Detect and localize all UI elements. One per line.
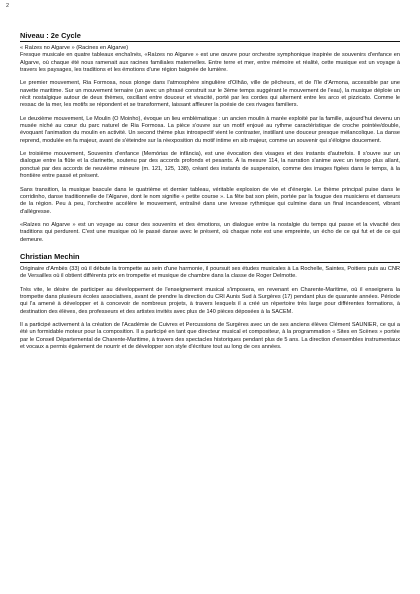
paragraph: Sans transition, la musique bascule dans le quatrième et dernier tableau, véritable explosion de vie et d'énergie. Le thème principal puise dans le corridinho, danse traditionnelle de l'Algarve, dont le nom signifie « petite course ». La fête bat son plein, portée par la fougue des musiciens et danseurs de la région. Peu à peu, l'orchestre accélère le mouvement, entraîné dans une ivresse rythmique qui culmine dans un final incandescent, vibrant d'allégresse. <box>20 186 400 215</box>
paragraph: Le premier mouvement, Ria Formosa, nous plonge dans l'atmosphère singulière d'Olhão, ville de pêcheurs, et de l'île d'Armona, accessible par une navette maritime. Sur un mouvement ternaire (un avec un phrasé construit sur le 3ème temps suggérant le mouvement de l'eau), la musique déploie un récit nostalgique autour de deux thèmes, oscillant entre douceur et vivacité, porté par les cordes qui alternent entre les arco et pizzicato. Comme le ressac de la mer, les motifs se répondent et se transforment, laissant affleurer la poésie de ces rivages familiers. <box>20 80 400 109</box>
paragraph: Originaire d'Ambès (33) où il débute la trompette au sein d'une harmonie, il poursuit ses études musicales à La Rochelle, Saintes, Poitiers puis au CNR de Versailles où il obtient différents prix en trompette et musique de chambre dans la classe de Roger Delmotte. <box>20 265 400 280</box>
page-number: 2 <box>6 3 10 9</box>
paragraph: « Raízes no Algarve » (Racines en Algarve) Fresque musicale en quatre tableaux enchaînés, «Raízes no Algarve » est une œuvre pour orchestre symphonique inspirée de souvenirs d'enfance en Algarve, où chaque été nous ramenait aux racines familiales maternelles. Entre terre et mer, entre mémoire et réalité, cette musique est un voyage à travers les paysages, les traditions et les émotions d'une région baignée de lumière. <box>20 45 400 74</box>
section-body-biography <box>20 266 400 351</box>
paragraph: Très vite, le désire de participer au développement de l'enseignement musical s'imposera, en revenant en Charente-Maritime, où il enseignera la trompette dans plusieurs écoles associatives, avant de prendre la direction du CRI Aunis Sud à Surgères (17) pendant plus de quarante années. Période qui l'a amené à développer et à concevoir de nombreux projets, à travers lesquels il a créé un répertoire très large pour différentes formations, à destination des élèves, des professeurs et des artistes invités avec plus de 140 pièces déposées à la SACEM. <box>20 286 400 315</box>
paragraph: Le troisième mouvement, Souvenirs d'enfance (Memórias de infância), est une évocation des visages et des instants d'autrefois. Il s'ouvre sur un dialogue entre la flûte et la clarinette, soutenu par des accords profonds et pesants. À la mesure 114, la narration s'anime avec un tempo plus allant, ponctué par des accords de neuvième mineure (m. 121, 125, 138), créant des instants de suspension, comme des images figées dans le temps, à la frontière entre passé et présent. <box>20 151 400 180</box>
paragraph: Il a participé activement à la création de l'Académie de Cuivres et Percussions de Surgères avec un de ses anciens élèves Clément SAUNIER, ce qui a été un formidable moteur pour la composition. Il a participé en tant que directeur musical et compositeur, à la programmation « Sites en Scènes » portée par le Conseil Départemental de Charente-Maritime, à travers des spectacles historiques pendant plus de 5 ans. La direction d'ensembles instrumentaux et vocaux a permis également de nourrir et de développer son style d'écriture tout au long de ces années. <box>20 321 400 350</box>
section-title-composer: Christian Mechin <box>20 252 400 263</box>
section-title-level: Niveau : 2e Cycle <box>20 31 400 42</box>
section-body-raizes <box>20 45 400 244</box>
paragraph: Le deuxième mouvement, Le Moulin (O Moinho), évoque un lieu emblématique : un ancien moulin à marée exploité par la famille, aujourd'hui devenu un musée niché au cœur du parc naturel de Ria Formosa. La pièce s'ouvre sur un motif enjoué au rythme caractéristique de croche pointée/double, évoquant l'animation du moulin en activité. Un second thème plus introspectif vient le contraster, instillant une douceur presque mélancolique. La danse reprend, modulée en fa majeur, avant de s'éteindre sur la réexposition du motif intime en sib majeur, comme un souvenir qui s'éloigne doucement. <box>20 115 400 144</box>
paragraph: «Raízes no Algarve » est un voyage au cœur des souvenirs et des émotions, un dialogue entre la nostalgie du temps qui passe et la vivacité des traditions qui perdurent. C'est une musique où le passé danse avec le présent, où chaque note est une empreinte, un écho de ce qui fut et de ce qui demeure. <box>20 221 400 243</box>
